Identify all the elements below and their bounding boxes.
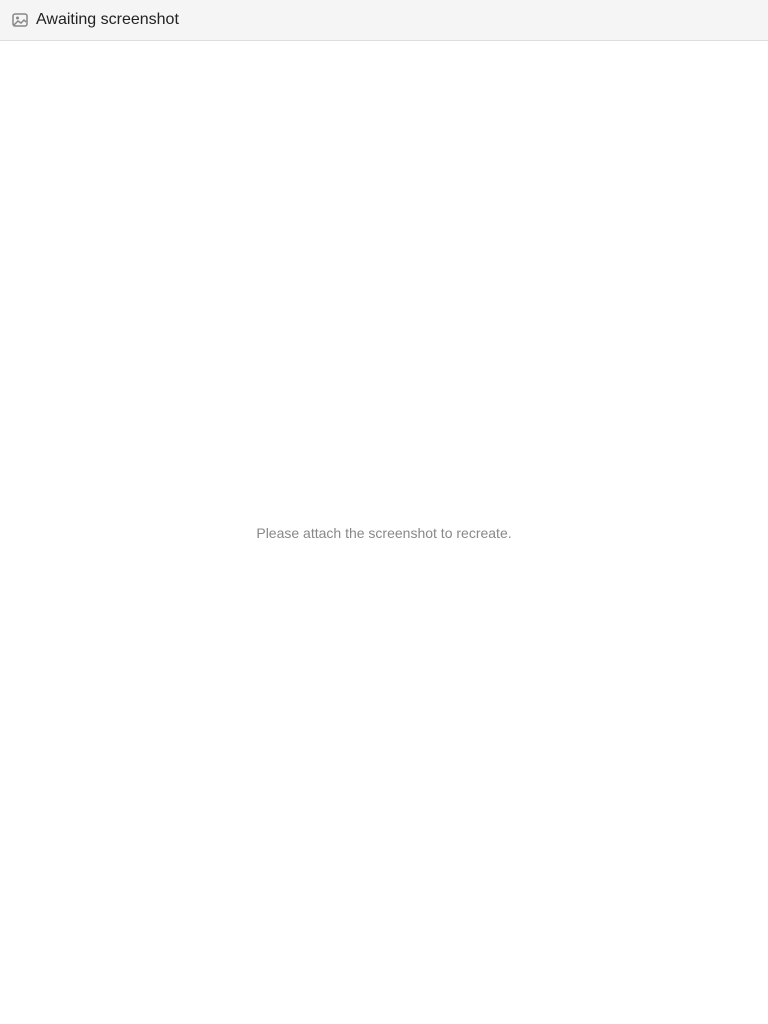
main-content (0, 41, 768, 1024)
status-message: Please attach the screenshot to recreate. (256, 524, 512, 541)
title-bar (0, 0, 768, 41)
window-title: Awaiting screenshot (36, 11, 179, 28)
image-icon (12, 12, 28, 28)
